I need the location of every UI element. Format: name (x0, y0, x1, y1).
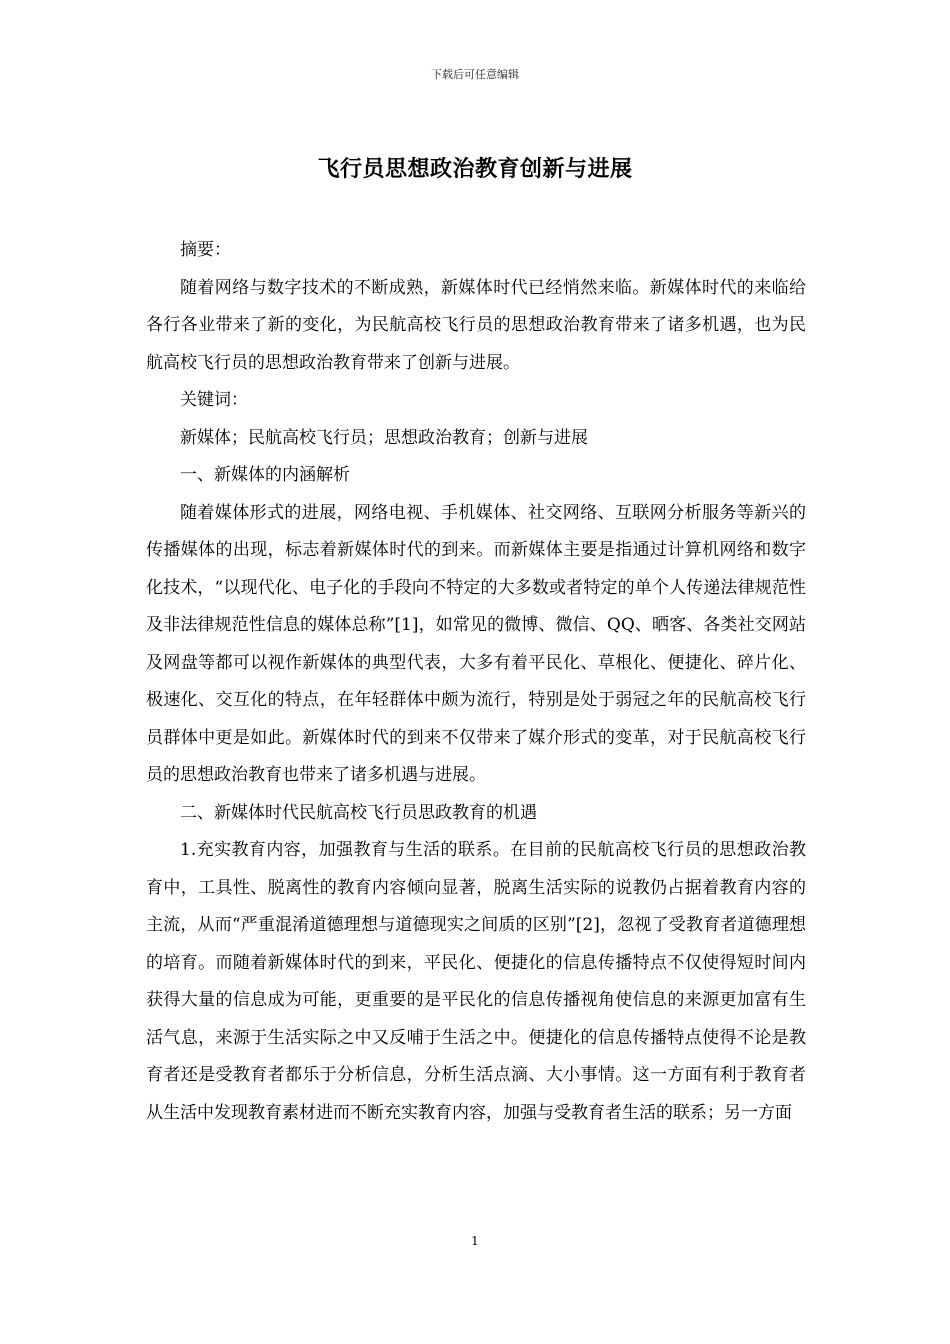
page-number: 1 (471, 1234, 479, 1248)
abstract-paragraph: 随着网络与数字技术的不断成熟，新媒体时代已经悄然来临。新媒体时代的来临给各行各业带来了新的变化，为民航高校飞行员的思想政治教育带来了诸多机遇，也为民航高校飞行员的思想政治教育带来了创新与进展。 (146, 277, 806, 373)
keywords-heading: 关键词： (180, 390, 248, 410)
keywords-paragraph: 新媒体；民航高校飞行员；思想政治教育；创新与进展 (180, 427, 588, 448)
abstract-heading: 摘要： (180, 240, 231, 260)
document-title: 飞行员思想政治教育创新与进展 (317, 156, 633, 182)
section-1-heading: 一、新媒体的内涵解析 (180, 465, 350, 485)
section-2-heading: 二、新媒体时代民航高校飞行员思政教育的机遇 (180, 802, 537, 823)
header-note: 下载后可任意编辑 (431, 68, 519, 81)
section-1-paragraph: 随着媒体形式的进展，网络电视、手机媒体、社交网络、互联网分析服务等新兴的传播媒体的出现，标志着新媒体时代的到来。而新媒体主要是指通过计算机网络和数字化技术，“以现代化、电子化的手段向不特定的大多数或者特定的单个人传递法律规范性及非法律规范性信息的媒体总称”[1]，如常见的微博、微信、QQ、晒客、各类社交网站及网盘等都可以视作新媒体的典型代表，大多有着平民化、草根化、便捷化、碎片化、极速化、交互化的特点，在年轻群体中颇为流行，特别是处于弱冠之年的民航高校飞行员群体中更是如此。新媒体时代的到来不仅带来了媒介形式的变革，对于民航高校飞行员的思想政治教育也带来了诸多机遇与进展。 (146, 502, 806, 785)
document-body (146, 232, 806, 1132)
section-2-paragraph: 1.充实教育内容，加强教育与生活的联系。在目前的民航高校飞行员的思想政治教育中，工具性、脱离性的教育内容倾向显著，脱离生活实际的说教仍占据着教育内容的主流，从而“严重混淆道德理想与道德现实之间质的区别”[2]，忽视了受教育者道德理想的培育。而随着新媒体时代的到来，平民化、便捷化的信息传播特点不仅使得短时间内获得大量的信息成为可能，更重要的是平民化的信息传播视角使信息的来源更加富有生活气息，来源于生活实际之中又反哺于生活之中。便捷化的信息传播特点使得不论是教育者还是受教育者都乐于分析信息，分析生活点滴、大小事情。这一方面有利于教育者从生活中发现教育素材进而不断充实教育内容，加强与受教育者生活的联系；另一方面 (146, 840, 806, 1123)
